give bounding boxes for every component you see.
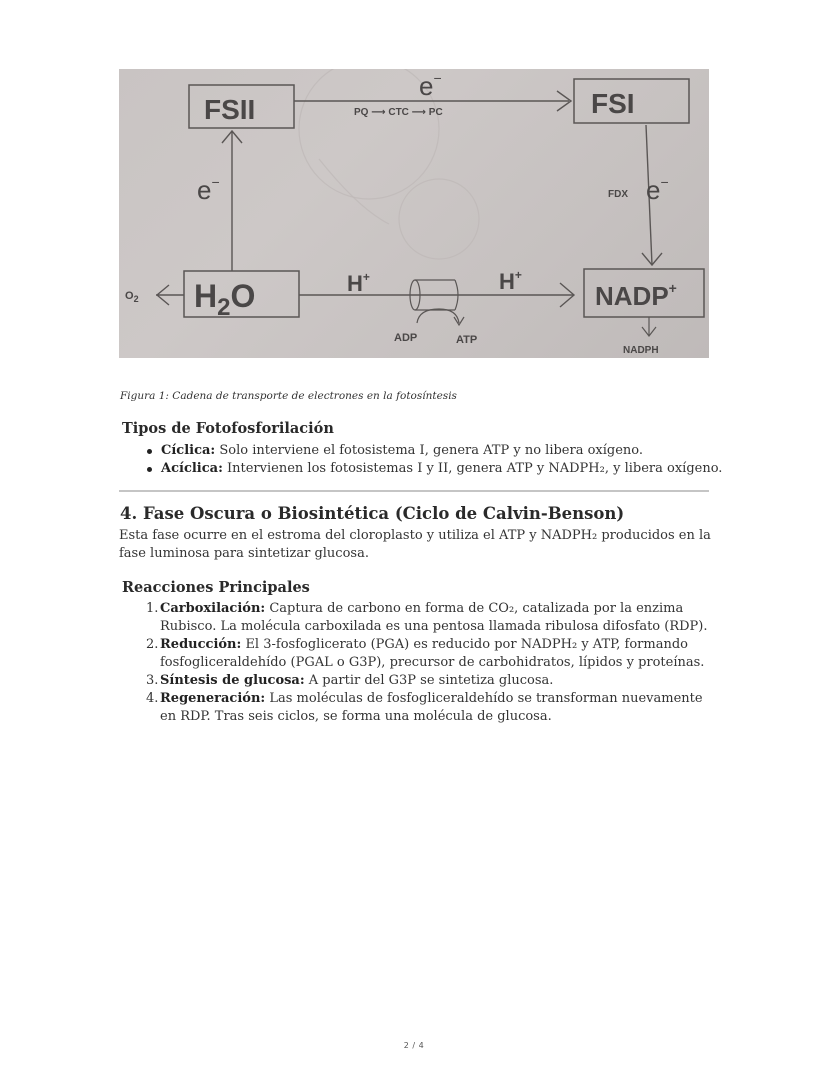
list-item [146,672,716,690]
list-item [146,600,716,636]
h2o-node [184,271,299,321]
list-item-text: Captura de carbono en forma de CO₂, catalizada por la enzima Rubisco. La molécula carboxilada es una pentosa llamada ribulosa difosfato (RDP). [160,601,708,634]
arrow-h2o-to-fsii [197,131,242,271]
photophosphorylation-heading: Tipos de Fotofosforilación [122,420,334,437]
atp-synthase-icon [410,280,464,325]
list-item-term: Reducción: [160,637,242,652]
list-item-term: Cíclica: [161,443,216,458]
list-item-text: El 3-fosfoglicerato (PGA) es reducido por NADPH₂ y ATP, formando fosfogliceraldehído (PGAL o G3P), precursor de carbohidratos, lípidos y proteínas. [160,637,705,670]
svg-text:FSI: FSI [591,88,635,119]
list-number: 2. [146,637,159,652]
list-number: 4. [146,691,159,706]
adp-label: ADP [394,332,418,344]
svg-text:H+: H+ [347,270,370,296]
section-divider [119,490,709,492]
arrow-nadp-to-nadph [623,317,659,356]
list-item-text: Intervienen los fotosistemas I y II, genera ATP y NADPH₂, y libera oxígeno. [222,461,723,476]
figure-caption: Figura 1: Cadena de transporte de electrones en la fotosíntesis [120,390,457,402]
list-item-text: A partir del G3P se sintetiza glucosa. [304,673,554,688]
svg-text:FDX: FDX [608,189,628,200]
reactions-list [146,600,716,726]
proton-gradient-arrow [299,268,574,307]
reactions-heading: Reacciones Principales [122,579,310,596]
atp-label: ATP [456,334,478,346]
svg-text:PQ ⟶ CTC ⟶ PC: PQ ⟶ CTC ⟶ PC [354,107,443,118]
nadph-label: NADPH [623,345,659,356]
svg-text:e−: e− [646,174,669,205]
list-item-text: Las moléculas de fosfogliceraldehído se transforman nuevamente en RDP. Tras seis ciclos, se forma una molécula de glucosa. [160,691,703,724]
list-item-term: Síntesis de glucosa: [160,673,305,688]
svg-text:H+: H+ [499,268,522,294]
list-item [145,460,722,478]
dark-phase-intro [119,527,719,563]
list-item [145,442,722,460]
electron-transport-figure [119,69,709,358]
list-item-term: Carboxilación: [160,601,266,616]
svg-text:NADP+: NADP+ [595,280,677,311]
fsii-node [189,85,294,128]
svg-text:FSII: FSII [204,94,256,125]
nadp-node [584,269,704,317]
list-item [146,690,716,726]
arrow-fsii-to-fsi [294,70,571,118]
intro-line: fase luminosa para sintetizar glucosa. [119,546,369,561]
electron-transport-diagram [119,69,709,358]
list-item-text: Solo interviene el fotosistema I, genera ATP y no libera oxígeno. [215,443,644,458]
page-indicator: 2 / 4 [403,1041,425,1050]
svg-text:H2O: $H_2O$ [194,278,256,321]
svg-text:O2: $O_2$ [125,290,139,304]
fsi-node [574,79,689,123]
dark-phase-heading: 4. Fase Oscura o Biosintética (Ciclo de Calvin-Benson) [120,504,625,523]
list-item-term: Regeneración: [160,691,266,706]
arrow-h2o-to-o2 [125,285,184,305]
list-number: 3. [146,673,159,688]
svg-text:e−: e− [419,70,442,101]
list-number: 1. [146,601,159,616]
svg-text:e−: e− [197,174,220,205]
arrow-fsi-to-nadp [608,125,669,265]
photophosphorylation-list [145,442,722,478]
list-item-term: Acíclica: [161,461,223,476]
list-item [146,636,716,672]
intro-line: Esta fase ocurre en el estroma del cloroplasto y utiliza el ATP y NADPH₂ producidos en la [119,528,711,543]
